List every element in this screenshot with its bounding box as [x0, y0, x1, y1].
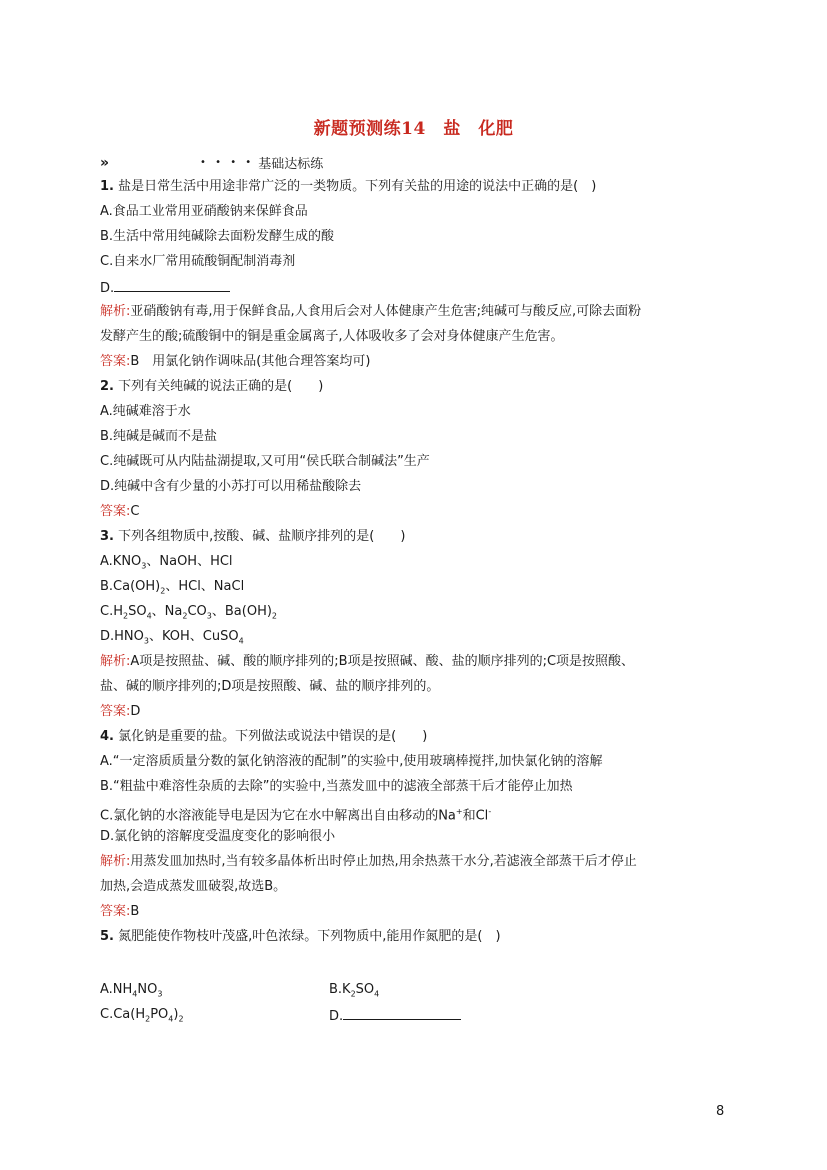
question-5-option-c: $C.Ca(H_2PO_4)_2$ [100, 1007, 184, 1024]
page-number: 8 [716, 1104, 725, 1119]
question-2-option-b: B.纯碱是碱而不是盐 [100, 429, 218, 444]
question-3-option-b: $B.Ca(OH)_2$、HCl、NaCl [100, 579, 245, 596]
section-label: 基础达标练 [258, 157, 324, 172]
question-3-analysis-cont: 盐、碱的顺序排列的;D项是按照酸、碱、盐的顺序排列的。 [100, 679, 440, 694]
question-3-option-d: $D.HNO_3$、KOH、CuSO$_4$ [100, 629, 244, 646]
question-5-option-b: $B.K_2SO_4$ [329, 982, 380, 999]
question-1-stem: 1. 盐是日常生活中用途非常广泛的一类物质。下列有关盐的用途的说法中正确的是( ) [100, 179, 597, 194]
question-3-stem: 3. 下列各组物质中,按酸、碱、盐顺序排列的是( ) [100, 529, 406, 544]
question-4-stem: 4. 氯化钠是重要的盐。下列做法或说法中错误的是( ) [100, 729, 428, 744]
question-4-option-d: D.氯化钠的溶解度受温度变化的影响很小 [100, 829, 336, 844]
question-1-answer: 答案:B 用氯化钠作调味品(其他合理答案均可) [100, 354, 371, 369]
question-1-option-b: B.生活中常用纯碱除去面粉发酵生成的酸 [100, 229, 335, 244]
question-4-option-b: B.“粗盐中难溶性杂质的去除”的实验中,当蒸发皿中的滤液全部蒸干后才能停止加热 [100, 779, 573, 794]
page-title: 新题预测练14 盐 化肥 [313, 119, 514, 139]
question-5-option-a: $A.NH_4NO_3$ [100, 982, 163, 999]
question-1-option-c: C.自来水厂常用硫酸铜配制消毒剂 [100, 254, 296, 269]
question-1-option-a: A.食品工业常用亚硝酸钠来保鲜食品 [100, 204, 308, 219]
question-4-answer: 答案:B [100, 904, 140, 919]
double-chevron-icon: » [100, 154, 107, 171]
question-3-option-a: $A.KNO_3$、NaOH、HCl [100, 554, 233, 571]
question-5-option-d: D. [329, 1006, 461, 1026]
question-1-analysis-cont: 发酵产生的酸;硫酸铜中的铜是重金属离子,人体吸收多了会对身体健康产生危害。 [100, 329, 564, 344]
question-1-analysis: 解析:亚硝酸钠有毒,用于保鲜食品,人食用后会对人体健康产生危害;纯碱可与酸反应,可除去面粉 [100, 304, 642, 319]
question-2-answer: 答案:C [100, 504, 140, 519]
question-3-analysis: 解析:A项是按照盐、碱、酸的顺序排列的;B项是按照碱、酸、盐的顺序排列的;C项是按照酸、 [100, 654, 635, 669]
question-4-option-a: A.“一定溶质质量分数的氯化钠溶液的配制”的实验中,使用玻璃棒搅拌,加快氯化钠的溶解 [100, 754, 603, 769]
question-5-stem: 5. 氮肥能使作物枝叶茂盛,叶色浓绿。下列物质中,能用作氮肥的是( ) [100, 929, 501, 944]
question-3-answer: 答案:D [100, 704, 141, 719]
section-header [100, 153, 323, 172]
question-5-options-row-2 [100, 1006, 730, 1029]
question-2-option-a: A.纯碱难溶于水 [100, 404, 191, 419]
question-1-option-d: D. [100, 278, 730, 298]
question-2-option-c: C.纯碱既可从内陆盐湖提取,又可用“侯氏联合制碱法”生产 [100, 454, 430, 469]
question-4-analysis-cont: 加热,会造成蒸发皿破裂,故选B。 [100, 879, 287, 894]
question-3-option-c: $C.H_2SO_4$、$Na_2CO_3$、$Ba(OH)_2$ [100, 604, 278, 621]
question-4-option-c: C.氯化钠的水溶液能导电是因为它在水中解离出自由移动的Na+和Cl- [100, 807, 492, 824]
question-4-analysis: 解析:用蒸发皿加热时,当有较多晶体析出时停止加热,用余热蒸干水分,若滤液全部蒸干后才停止 [100, 854, 637, 869]
question-5-options-row-1 [100, 981, 730, 1004]
question-2-option-d: D.纯碱中含有少量的小苏打可以用稀盐酸除去 [100, 479, 362, 494]
dots-decoration: • • • • [200, 157, 255, 168]
question-2-stem: 2. 下列有关纯碱的说法正确的是( ) [100, 379, 324, 394]
